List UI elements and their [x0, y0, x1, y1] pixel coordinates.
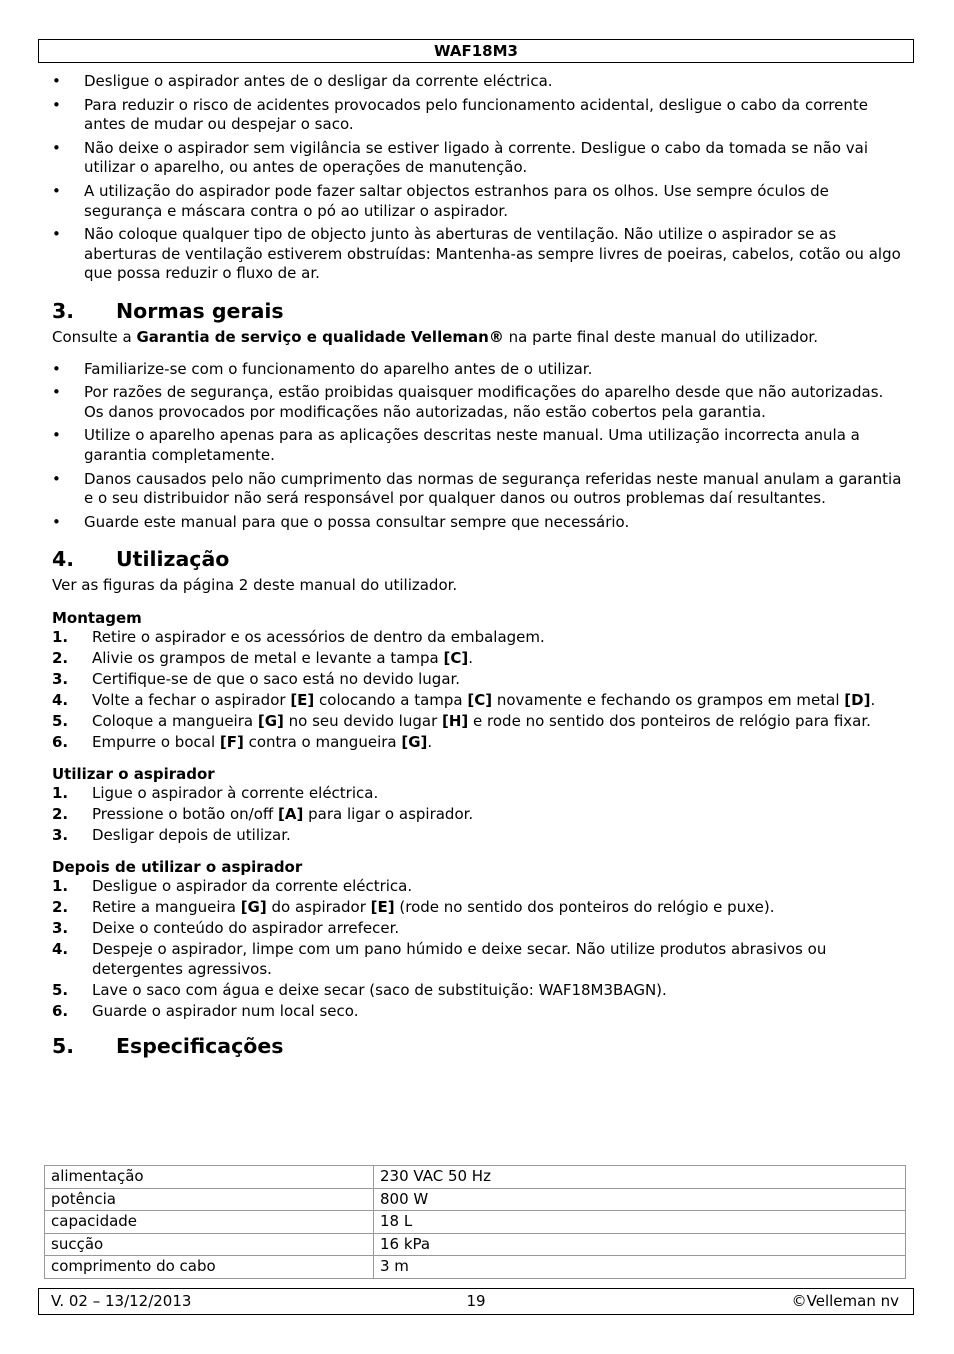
part-reference: [G]: [401, 733, 428, 752]
bullet-item: • Familiarize-se com o funcionamento do aparelho antes de o utilizar.: [52, 360, 902, 380]
bullet-item: • Não coloque qualquer tipo de objecto junto às aberturas de ventilação. Não utilize o aspirador se as aberturas de ventilação estiverem obstruídas: Mantenha-as sempre livres de poeiras, cabelos, cotão ou algo que possa reduzir o fluxo de ar.: [52, 225, 902, 284]
spec-label: comprimento do cabo: [45, 1256, 374, 1279]
bullet-item: • Não deixe o aspirador sem vigilância se estiver ligado à corrente. Desligue o cabo da tomada se não vai utilizar o aparelho, ou antes de operações de manutenção.: [52, 139, 902, 178]
section-title: Normas gerais: [116, 298, 284, 323]
subsection-utilizar-title: Utilizar o aspirador: [52, 764, 215, 783]
section-4-intro: Ver as figuras da página 2 deste manual do utilizador.: [52, 576, 458, 595]
subsection-depois-title: Depois de utilizar o aspirador: [52, 857, 303, 876]
step-number: 2.: [52, 648, 69, 667]
step-text: novamente e fechando os grampos em metal: [492, 691, 845, 710]
bullet-item: • Danos causados pelo não cumprimento das normas de segurança referidas neste manual anulam a garantia e o seu distribuidor não será responsável por qualquer danos ou outros problemas daí resultantes.: [52, 470, 902, 509]
part-reference: [C]: [443, 648, 469, 667]
specifications-table: [44, 1165, 906, 1279]
section-title: Utilização: [116, 547, 230, 572]
safety-bullet-list: [52, 72, 902, 284]
step-text: Volte a fechar o aspirador: [92, 691, 291, 710]
step-text: Lave o saco com água e deixe secar (saco de substituição: WAF18M3BAGN).: [92, 980, 667, 999]
part-reference: [E]: [290, 691, 315, 710]
copyright: ©Velleman nv: [791, 1292, 899, 1310]
section-3-heading: [52, 298, 902, 324]
step-item: [52, 898, 902, 918]
step-item: [52, 670, 902, 690]
intro-text: Consulte a: [52, 327, 137, 346]
section-title: Especificações: [116, 1034, 284, 1059]
part-reference: [H]: [442, 712, 469, 731]
spec-label: capacidade: [45, 1211, 374, 1234]
step-number: 3.: [52, 826, 69, 845]
step-number: 2.: [52, 897, 69, 916]
step-item: [52, 919, 902, 939]
page-content: [52, 72, 902, 1059]
bullet-item: • Por razões de segurança, estão proibidas quaisquer modificações do aparelho desde que não autorizadas. Os danos provocados por modificações não autorizadas, não estão cobertos pela garantia.: [52, 383, 902, 422]
spec-label: sucção: [45, 1233, 374, 1256]
step-text: Ligue o aspirador à corrente eléctrica.: [92, 783, 379, 802]
step-text: Deixe o conteúdo do aspirador arrefecer.: [92, 918, 400, 937]
step-number: 1.: [52, 876, 69, 895]
section-number: 4.: [52, 547, 75, 572]
page-footer: [38, 1288, 914, 1315]
spec-row: [45, 1188, 906, 1211]
step-text: Guarde o aspirador num local seco.: [92, 1001, 359, 1020]
step-item: [52, 877, 902, 897]
spec-value: 18 L: [374, 1211, 906, 1234]
step-text: Empurre o bocal: [92, 733, 220, 752]
step-text: do aspirador: [266, 897, 371, 916]
step-text: colocando a tampa: [314, 691, 468, 710]
step-item: [52, 826, 902, 846]
spec-row: [45, 1166, 906, 1189]
bullet-item: • Para reduzir o risco de acidentes provocados pelo funcionamento acidental, desligue o cabo da corrente antes de mudar ou despejar o saco.: [52, 96, 902, 135]
spec-row: [45, 1233, 906, 1256]
step-text: Certifique-se de que o saco está no devido lugar.: [92, 670, 461, 689]
bullet-item: • Desligue o aspirador antes de o desligar da corrente eléctrica.: [52, 72, 902, 92]
step-number: 6.: [52, 733, 69, 752]
step-text: .: [870, 691, 876, 710]
step-item: [52, 712, 902, 732]
page-header: [38, 39, 914, 63]
part-reference: [F]: [219, 733, 244, 752]
step-number: 4.: [52, 940, 69, 958]
intro-bold-text: Garantia de serviço e qualidade Velleman®: [136, 327, 504, 346]
section-number: 3.: [52, 298, 75, 323]
step-text: Desligue o aspirador da corrente eléctrica.: [92, 876, 413, 895]
step-text: Despeje o aspirador, limpe com um pano húmido e deixe secar. Não utilize produtos abrasivos ou detergentes agressivos.: [92, 940, 827, 978]
section-3-bullet-list: [52, 360, 902, 533]
step-text: .: [468, 648, 474, 667]
step-number: 1.: [52, 627, 69, 646]
part-reference: [A]: [278, 805, 304, 824]
step-text: .: [427, 733, 433, 752]
utilizar-step-list: [52, 784, 902, 846]
step-text: Coloque a mangueira: [92, 712, 258, 731]
spec-value: 3 m: [374, 1256, 906, 1279]
bullet-item: • Guarde este manual para que o possa consultar sempre que necessário.: [52, 513, 902, 533]
step-text: Alivie os grampos de metal e levante a tampa: [92, 648, 444, 667]
step-text: contra o mangueira: [243, 733, 402, 752]
depois-step-list: [52, 877, 902, 1022]
part-reference: [E]: [370, 897, 395, 916]
step-item: [52, 733, 902, 753]
step-item: [52, 784, 902, 804]
step-item: [52, 628, 902, 648]
part-reference: [G]: [240, 897, 267, 916]
step-item: [52, 691, 902, 711]
step-number: 5.: [52, 980, 69, 999]
step-item: [52, 805, 902, 825]
spec-row: [45, 1211, 906, 1234]
spec-value: 230 VAC 50 Hz: [374, 1166, 906, 1189]
spec-label: potência: [45, 1188, 374, 1211]
step-text: (rode no sentido dos ponteiros do relógio e puxe).: [394, 897, 775, 916]
step-text: Desligar depois de utilizar.: [92, 826, 291, 845]
part-reference: [G]: [257, 712, 284, 731]
step-item: [52, 1002, 902, 1022]
spec-value: 16 kPa: [374, 1233, 906, 1256]
step-number: 1.: [52, 783, 69, 802]
section-4-heading: [52, 546, 902, 572]
step-item: [52, 649, 902, 669]
bullet-item: • Utilize o aparelho apenas para as aplicações descritas neste manual. Uma utilização incorrecta anula a garantia completamente.: [52, 426, 902, 465]
step-text: Retire a mangueira: [92, 897, 241, 916]
intro-text: na parte final deste manual do utilizador.: [503, 327, 818, 346]
spec-label: alimentação: [45, 1166, 374, 1189]
part-reference: [C]: [467, 691, 493, 710]
step-text: e rode no sentido dos ponteiros de relógio para fixar.: [468, 712, 871, 731]
step-number: 6.: [52, 1001, 69, 1020]
section-5-heading: [52, 1033, 902, 1059]
step-text: para ligar o aspirador.: [303, 805, 474, 824]
step-number: 2.: [52, 805, 69, 824]
spec-row: [45, 1256, 906, 1279]
section-number: 5.: [52, 1034, 75, 1059]
spec-value: 800 W: [374, 1188, 906, 1211]
step-number: 4.: [52, 691, 69, 710]
step-number: 3.: [52, 918, 69, 937]
step-text: Retire o aspirador e os acessórios de dentro da embalagem.: [92, 627, 545, 646]
subsection-montagem-title: Montagem: [52, 608, 142, 627]
page-number: 19: [466, 1292, 486, 1310]
step-item: [52, 940, 902, 979]
step-item: [52, 981, 902, 1001]
bullet-item: • A utilização do aspirador pode fazer saltar objectos estranhos para os olhos. Use sempre óculos de segurança e máscara contra o pó ao utilizar o aspirador.: [52, 182, 902, 221]
section-3-intro: [52, 328, 902, 348]
step-text: Pressione o botão on/off: [92, 805, 279, 824]
step-number: 3.: [52, 670, 69, 689]
montagem-step-list: [52, 628, 902, 753]
document-title: WAF18M3: [434, 42, 518, 60]
part-reference: [D]: [844, 691, 871, 710]
version-date: V. 02 – 13/12/2013: [51, 1292, 192, 1310]
step-number: 5.: [52, 712, 69, 731]
step-text: no seu devido lugar: [283, 712, 442, 731]
